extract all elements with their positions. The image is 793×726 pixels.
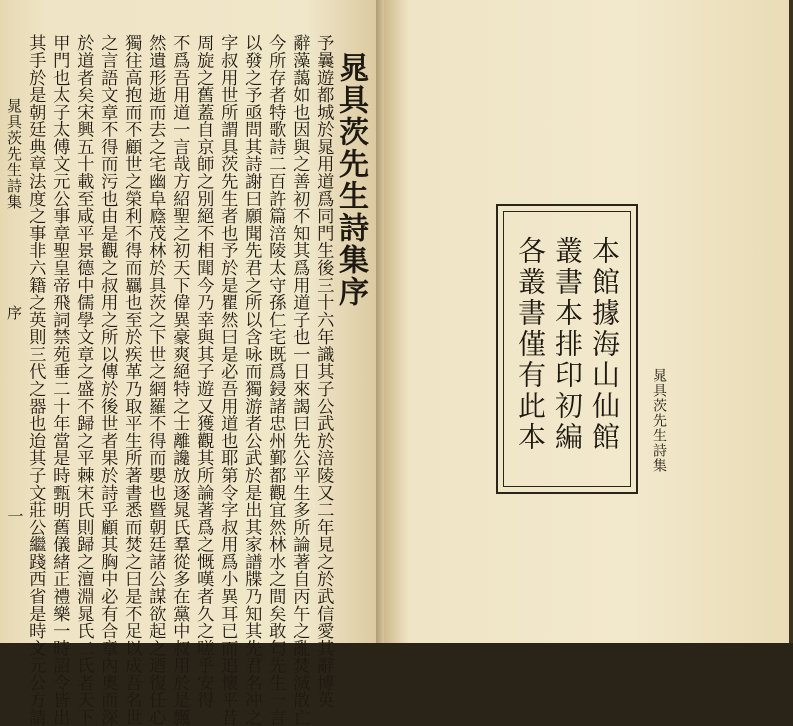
- running-mark: 序: [5, 305, 23, 320]
- text-column: 予曩遊都城於晁用道爲同門生後三十六年識其子公武於涪陵又二年見之於武信愛其辭博英: [313, 34, 334, 709]
- text-column: 字叔用世所謂具茨先生者也予於是瞿然曰是必吾用道也耶第令字叔用爲小異耳已而追懷平昔: [217, 34, 238, 726]
- text-column: 周旋之舊蓋自京師之別絕不相聞今乃幸與其子遊又獲觀其所論著爲之慨嘆者久之嗟乎安得: [193, 34, 214, 709]
- text-column: 然遺形逝而去之宅幽阜廕茂林於具茨之下世之網羅不得而嬰也暨朝廷諸公謀欲起之迺復任心: [145, 34, 166, 726]
- running-head-right: 晁具茨先生詩集: [651, 368, 667, 473]
- running-head: 晁具茨先生詩集: [5, 98, 23, 210]
- text-column: 以發之予亟問其詩謝曰願聞先君之所以含咏而獨游者公武於是出其家譜牒乃知其先君名冲之: [241, 34, 262, 726]
- text-column: 不爲吾用道一言哉方紹聖之初天下偉異豪爽絕特之士離讒放逐晁氏羣從多在黨中叔用於是飄: [169, 34, 190, 726]
- page-number: 一: [5, 508, 24, 524]
- page-edge: [789, 0, 793, 643]
- notice-line: 各叢書僅有此本: [514, 236, 547, 453]
- left-page: [0, 0, 384, 726]
- notice-line: 叢書本排印初編: [551, 236, 584, 453]
- text-column: 今所存者特歌詩二百許篇涪陵太守孫仁宅既爲鋟諸忠州鄞都觀宜然林水之間矣敢匄先生一言: [265, 34, 286, 726]
- text-column: 獨往高抱而不顧世之榮利不得而羈也至於疾革乃取平生所著書悉而焚之曰是不足以成吾名世: [121, 34, 142, 726]
- text-column: 辭藻藹如也因與之善初不知其爲用道子也一日來謁曰先公平生多所論著自丙午之亂焚滅散亡: [289, 34, 310, 726]
- page-title: 晁具茨先生詩集序: [333, 52, 368, 308]
- text-column: 之言語文章不得而污也由是觀之叔用之所以傳於後世者果於詩乎顧其胸中必有合章內奧而深: [97, 34, 118, 726]
- notice-line: 本館據海山仙館: [588, 236, 621, 453]
- text-column: 於道者矣宋興五十載至咸平景德中儒學文章之盛不歸之平棘宋氏則歸之澶淵晁氏二氏者天下: [73, 34, 94, 726]
- text-column: 甲門也太子太傅文元公事章聖皇帝飛詞禁苑垂二十年當是時甄明舊儀緒正禮樂一時詔令皆出: [49, 34, 70, 726]
- text-column: 其手於是朝廷典章法度之事非六籍之英則三代之器也迨其子文莊公繼踐西省是時文元公方請: [25, 34, 46, 726]
